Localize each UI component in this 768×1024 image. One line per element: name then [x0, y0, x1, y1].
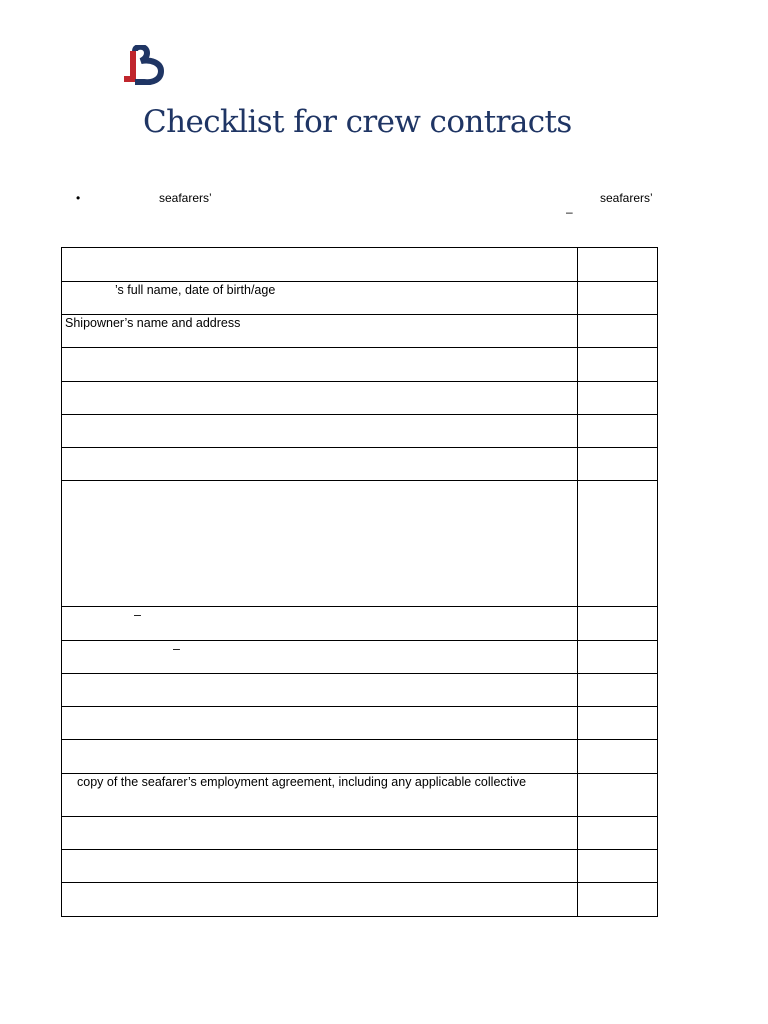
checklist-item	[62, 817, 578, 850]
checklist-item-text: copy of the seafarer’s employment agreement, including any applicable collective	[77, 775, 527, 789]
checklist-check-text	[578, 607, 657, 608]
checklist-item-text: Shipowner’s name and address	[65, 316, 241, 330]
checklist-check-cell[interactable]	[578, 315, 658, 348]
checklist-check-text	[578, 415, 657, 416]
checklist-item	[62, 774, 578, 817]
table-row	[62, 850, 658, 883]
checklist-item	[62, 448, 578, 481]
table-row	[62, 607, 658, 641]
checklist-item-text	[62, 382, 577, 383]
checklist-check-cell[interactable]	[578, 248, 658, 282]
checklist-item	[62, 415, 578, 448]
table-row	[62, 315, 658, 348]
checklist-item	[62, 315, 578, 348]
checklist-item	[62, 382, 578, 415]
checklist-item-text: –	[173, 642, 180, 656]
checklist-check-text	[578, 740, 657, 741]
table-row	[62, 641, 658, 674]
checklist-check-cell[interactable]	[578, 415, 658, 448]
checklist-check-cell[interactable]	[578, 448, 658, 481]
checklist-item	[62, 607, 578, 641]
table-row	[62, 282, 658, 315]
intro-bullet: •	[76, 191, 81, 205]
checklist-check-cell[interactable]	[578, 348, 658, 382]
checklist-item-text	[62, 817, 577, 818]
checklist-check-cell[interactable]	[578, 740, 658, 774]
checklist-check-text	[578, 774, 657, 775]
checklist-item-text: –	[134, 608, 141, 622]
checklist-check-text	[578, 282, 657, 283]
checklist-check-cell[interactable]	[578, 382, 658, 415]
table-row	[62, 883, 658, 917]
checklist-check-cell[interactable]	[578, 641, 658, 674]
checklist-table	[61, 247, 658, 917]
checklist-check-cell[interactable]	[578, 883, 658, 917]
checklist-check-cell[interactable]	[578, 282, 658, 315]
lb-logo-icon	[122, 45, 166, 85]
checklist-item	[62, 481, 578, 607]
table-row	[62, 674, 658, 707]
checklist-item	[62, 883, 578, 917]
checklist-item	[62, 282, 578, 315]
checklist-check-text	[578, 448, 657, 449]
table-row	[62, 348, 658, 382]
table-row	[62, 448, 658, 481]
checklist-check-text	[578, 315, 657, 316]
checklist-check-cell[interactable]	[578, 707, 658, 740]
checklist-item-text: ’s full name, date of birth/age	[115, 283, 276, 297]
checklist-item-text	[62, 448, 577, 449]
intro-text-left: seafarers’	[159, 191, 212, 205]
table-row	[62, 774, 658, 817]
checklist-check-text	[578, 481, 657, 482]
checklist-item-text	[62, 674, 577, 675]
checklist-item-text	[62, 348, 577, 349]
checklist-item-text	[62, 415, 577, 416]
checklist-check-text	[578, 641, 657, 642]
checklist-check-text	[578, 707, 657, 708]
checklist-item	[62, 248, 578, 282]
checklist-check-text	[578, 883, 657, 884]
intro-dash: –	[566, 205, 573, 219]
checklist-check-text	[578, 348, 657, 349]
checklist-item	[62, 641, 578, 674]
checklist-check-text	[578, 248, 657, 249]
checklist-item	[62, 348, 578, 382]
table-row	[62, 707, 658, 740]
checklist-check-text	[578, 817, 657, 818]
checklist-item-text	[62, 883, 577, 884]
checklist-check-cell[interactable]	[578, 817, 658, 850]
table-row	[62, 481, 658, 607]
checklist-check-text	[578, 382, 657, 383]
checklist-check-text	[578, 850, 657, 851]
checklist-item-text	[62, 248, 577, 249]
checklist-item-text	[62, 707, 577, 708]
checklist-item-text	[62, 740, 577, 741]
checklist-item	[62, 740, 578, 774]
table-row	[62, 817, 658, 850]
checklist-item	[62, 850, 578, 883]
table-row	[62, 415, 658, 448]
checklist-item-text	[62, 850, 577, 851]
page-title: Checklist for crew contracts	[143, 104, 572, 140]
table-row	[62, 740, 658, 774]
checklist-check-cell[interactable]	[578, 607, 658, 641]
checklist-check-cell[interactable]	[578, 774, 658, 817]
checklist-item-text	[62, 481, 577, 482]
checklist-check-cell[interactable]	[578, 850, 658, 883]
table-row	[62, 382, 658, 415]
intro-text-right: seafarers’	[600, 191, 653, 205]
checklist-item	[62, 707, 578, 740]
checklist-check-text	[578, 674, 657, 675]
checklist-item	[62, 674, 578, 707]
checklist-check-cell[interactable]	[578, 481, 658, 607]
checklist-check-cell[interactable]	[578, 674, 658, 707]
table-row	[62, 248, 658, 282]
